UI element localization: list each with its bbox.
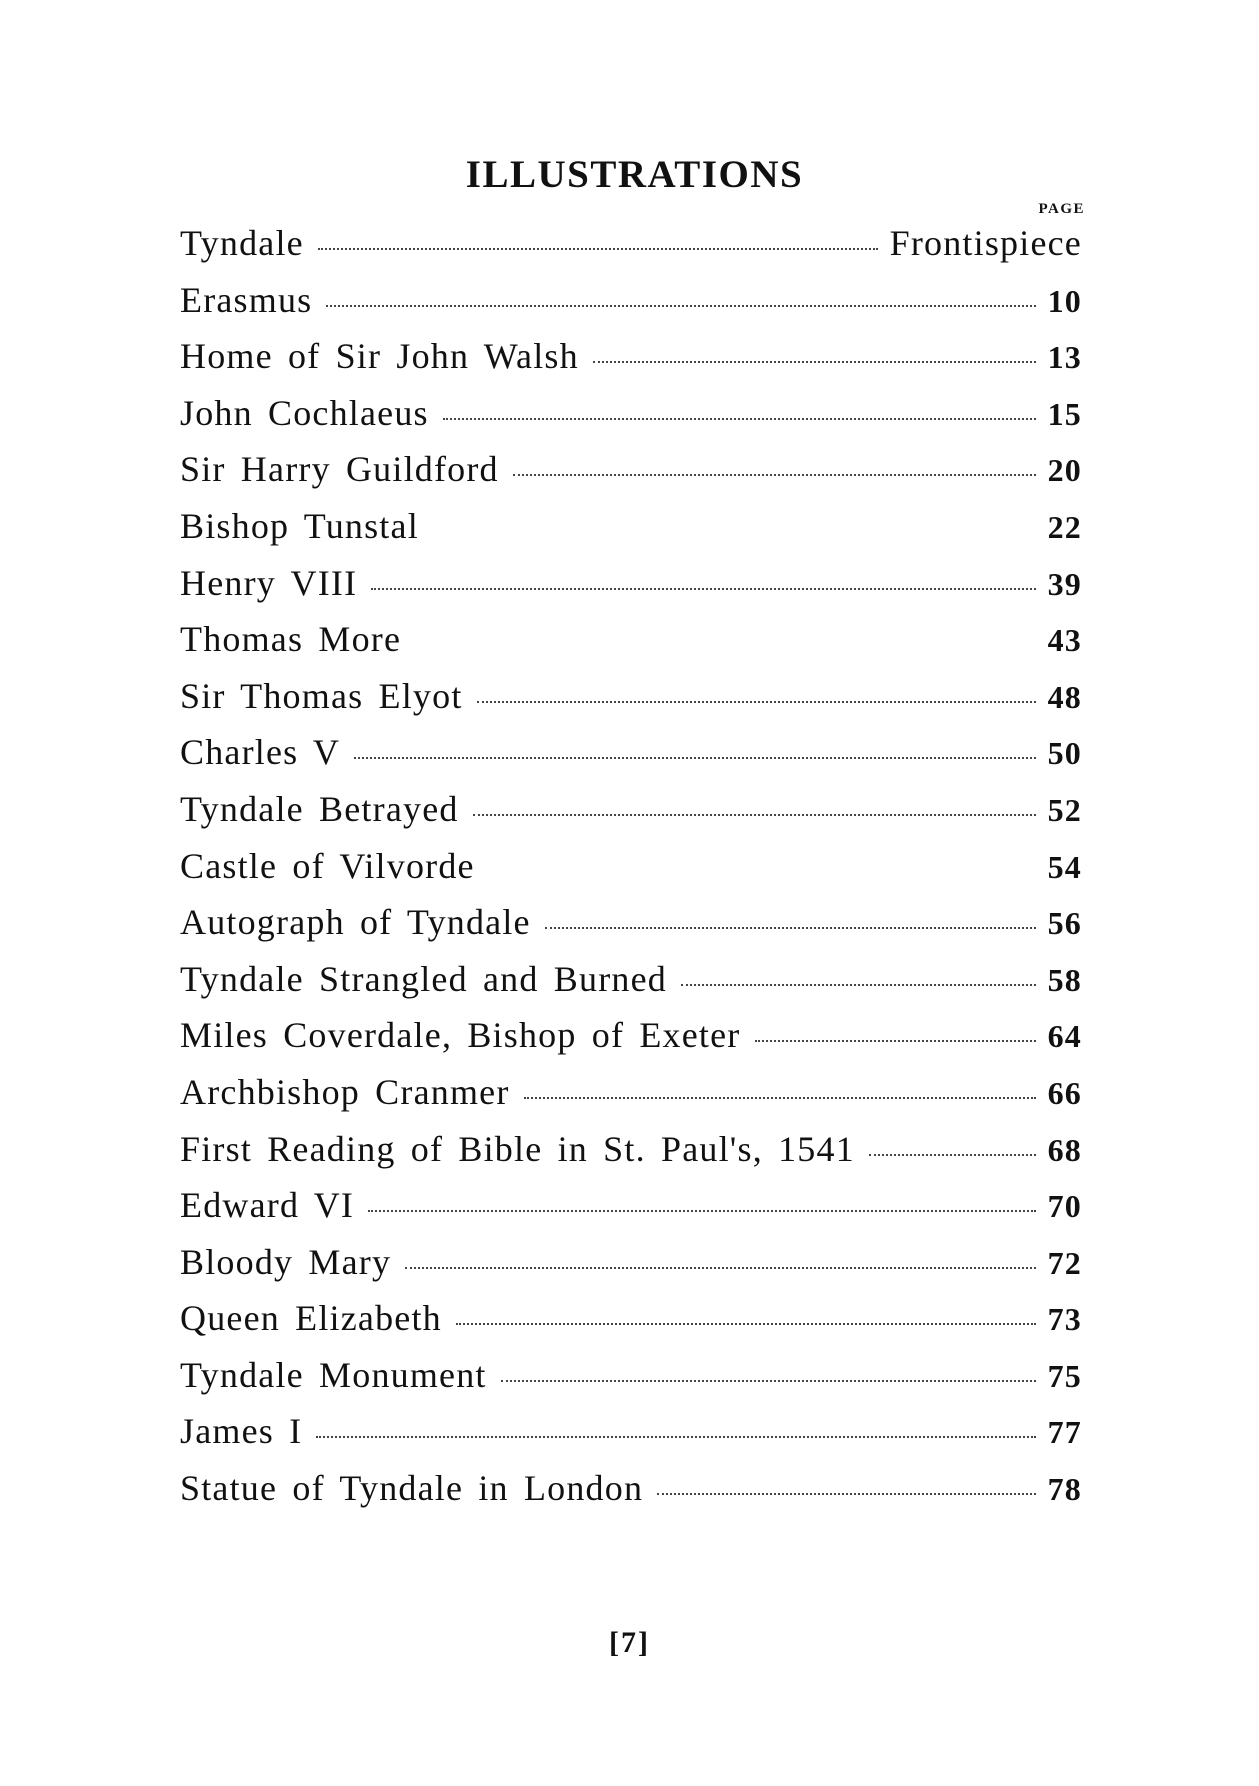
entry-page-number: 58: [1047, 961, 1082, 998]
list-item: [180, 1014, 1082, 1071]
entry-title: James I: [180, 1411, 303, 1452]
list-item: [180, 448, 1082, 505]
entry-page-number: 50: [1047, 735, 1082, 772]
list-item: [180, 1467, 1082, 1524]
entry-page-number: 64: [1047, 1018, 1082, 1055]
list-item: [180, 279, 1082, 336]
list-item: [180, 1354, 1082, 1411]
entry-page-number: 66: [1047, 1074, 1082, 1111]
entry-page-number: 78: [1047, 1471, 1082, 1508]
entry-page-number: 56: [1047, 905, 1082, 942]
list-item: [180, 335, 1082, 392]
entry-page-number: 43: [1047, 622, 1082, 659]
dot-leader: [869, 1154, 1036, 1156]
entry-page-number: 22: [1047, 508, 1082, 545]
entry-title: Tyndale Betrayed: [180, 788, 459, 829]
entry-title: Erasmus: [180, 279, 313, 320]
entry-title: Queen Elizabeth: [180, 1298, 442, 1339]
list-item: [180, 618, 1082, 675]
entry-title: Autograph of Tyndale: [180, 902, 531, 943]
dot-leader: [371, 588, 1035, 590]
list-item: [180, 845, 1082, 902]
dot-leader: [593, 361, 1036, 363]
entry-title: Tyndale: [180, 223, 304, 263]
list-item: [180, 562, 1082, 619]
entry-page-number: 52: [1047, 791, 1082, 828]
entry-title: Sir Harry Guildford: [180, 449, 499, 490]
list-item: [180, 1184, 1082, 1241]
entry-title: Archbishop Cranmer: [180, 1071, 510, 1112]
list-item: [180, 788, 1082, 845]
page-column-label: PAGE: [1038, 201, 1085, 217]
dot-leader: [415, 644, 1035, 646]
entry-title: Castle of Vilvorde: [180, 845, 475, 886]
entry-title: John Cochlaeus: [180, 392, 429, 433]
entry-page-number: 68: [1047, 1131, 1082, 1168]
entry-title: Edward VI: [180, 1185, 355, 1226]
dot-leader: [477, 701, 1036, 703]
entry-title: Statue of Tyndale in London: [180, 1468, 644, 1509]
dot-leader: [657, 1493, 1035, 1495]
dot-leader: [456, 1323, 1036, 1325]
dot-leader: [524, 1097, 1036, 1099]
entry-title: Tyndale Monument: [180, 1354, 487, 1395]
entry-page-number: 70: [1047, 1188, 1082, 1225]
dot-leader: [681, 984, 1036, 986]
entry-title: Home of Sir John Walsh: [180, 336, 579, 377]
entry-title: Bishop Tunstal: [180, 505, 419, 546]
dot-leader: [473, 814, 1036, 816]
entry-page-number: 54: [1047, 848, 1082, 885]
entry-title: Miles Coverdale, Bishop of Exeter: [180, 1015, 741, 1056]
page-title: ILLUSTRATIONS: [465, 153, 804, 196]
dot-leader: [501, 1380, 1036, 1382]
list-item: [180, 1128, 1082, 1185]
list-item: [180, 1241, 1082, 1298]
list-item: [180, 505, 1082, 562]
dot-leader: [316, 1436, 1035, 1438]
dot-leader: [318, 248, 878, 250]
entry-page-number: 73: [1047, 1301, 1082, 1338]
entry-title: Tyndale Strangled and Burned: [180, 958, 667, 999]
entry-page-number: 15: [1047, 395, 1082, 432]
list-item: [180, 1410, 1082, 1467]
dot-leader: [433, 531, 1036, 533]
dot-leader: [354, 757, 1035, 759]
entry-page-number: 48: [1047, 678, 1082, 715]
entry-title: First Reading of Bible in St. Paul's, 1541: [180, 1128, 855, 1169]
entry-title: Henry VIII: [180, 562, 358, 603]
entry-page-number: Frontispiece: [889, 223, 1082, 263]
entry-title: Sir Thomas Elyot: [180, 675, 463, 716]
list-item: [180, 675, 1082, 732]
list-item: [180, 392, 1082, 449]
entry-page-number: 10: [1047, 282, 1082, 319]
dot-leader: [489, 871, 1036, 873]
entry-page-number: 77: [1047, 1414, 1082, 1451]
list-item: [180, 1071, 1082, 1128]
dot-leader: [368, 1210, 1036, 1212]
entry-title: Thomas More: [180, 619, 402, 660]
dot-leader: [513, 474, 1036, 476]
list-item: [180, 222, 1082, 279]
entry-page-number: 20: [1047, 452, 1082, 489]
dot-leader: [405, 1267, 1035, 1269]
list-item: [180, 958, 1082, 1015]
list-item: [180, 901, 1082, 958]
page-number: [7]: [609, 1626, 650, 1659]
list-item: [180, 1297, 1082, 1354]
list-item: [180, 731, 1082, 788]
dot-leader: [326, 305, 1035, 307]
entry-title: Charles V: [180, 732, 341, 773]
dot-leader: [755, 1040, 1036, 1042]
entry-page-number: 39: [1047, 565, 1082, 602]
entry-page-number: 13: [1047, 339, 1082, 376]
illustrations-list: [180, 222, 1082, 1524]
entry-page-number: 72: [1047, 1244, 1082, 1281]
dot-leader: [545, 927, 1036, 929]
entry-page-number: 75: [1047, 1357, 1082, 1394]
dot-leader: [443, 418, 1036, 420]
entry-title: Bloody Mary: [180, 1241, 392, 1282]
